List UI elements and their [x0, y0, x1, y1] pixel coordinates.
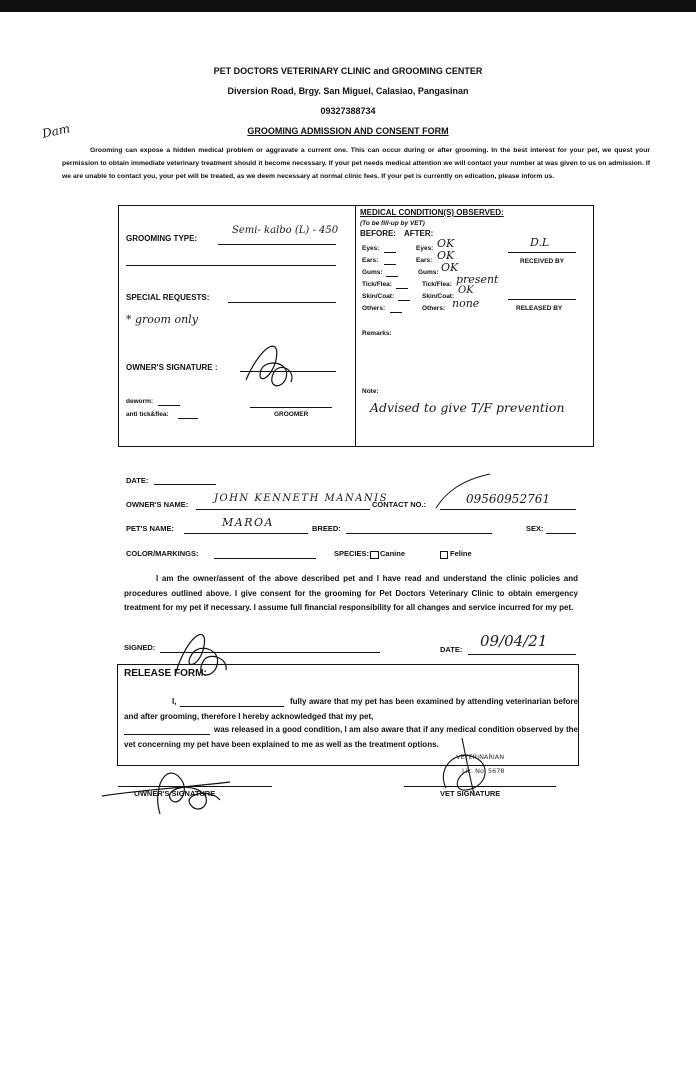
consent-date-value[interactable]: 09/04/21 [480, 632, 548, 650]
row-blank [396, 288, 408, 289]
owner-name-value[interactable]: JOHN KENNETH MANANIS [214, 493, 388, 504]
scan-top-edge [0, 0, 696, 12]
row-after-value[interactable]: none [452, 297, 480, 310]
owner-name-line [196, 509, 370, 510]
row-blank [386, 276, 398, 277]
pet-name-label: PET'S NAME: [126, 524, 175, 533]
special-requests-label: SPECIAL REQUESTS: [126, 293, 210, 302]
color-line [214, 558, 316, 559]
note-label: Note: [362, 388, 379, 395]
anti-tick-label: anti tick&flea: [126, 411, 169, 418]
color-label: COLOR/MARKINGS: [126, 549, 199, 558]
medical-subtitle: (To be fill-up by VET) [360, 220, 425, 227]
received-by-label: RECEIVED BY [520, 258, 565, 265]
release-text-2: was released in a good condition, I am also aware that if any medical condition observed by the vet concerning my pet have been explained to me as well as the treatment options. [124, 725, 578, 749]
contact-stroke [432, 472, 492, 512]
consent-date-line [468, 654, 576, 655]
stamp-line-1: VETERINARIAN [456, 753, 505, 761]
released-by-label: RELEASED BY [516, 305, 563, 312]
row-blank [384, 264, 396, 265]
intro-paragraph: Grooming can expose a hidden medical problem or aggravate a current one. This can occur during or after grooming. In the best interest for your pet, we quest your permission to obtain immediate veterinary treatment should it become necessary. If your pet needs medical attention we will contact your number at was given to us on admission. If we are unable to contact you, your pet will be treated, as we deem necessary at normal clinic fees. If your pet is currently on edication, please inform us. [62, 147, 650, 180]
medical-title: MEDICAL CONDITION(S) OBSERVED: [360, 208, 504, 217]
row-label: Gums: [362, 269, 383, 276]
row-after-label: Gums: [418, 269, 439, 276]
box-divider [355, 205, 356, 446]
row-after-label: Tick/Flea: [422, 281, 452, 288]
owner-release-signature-mark [100, 738, 240, 818]
owner-release-signature-label: OWNER'S SIGNATURE [134, 789, 216, 798]
margin-note: Dam [40, 121, 72, 141]
special-requests-value[interactable]: * groom only [126, 313, 198, 326]
before-label: BEFORE: [360, 229, 396, 238]
row-after-label: Eyes: [416, 245, 434, 252]
row-label: Eyes: [362, 245, 380, 252]
row-label: Ears: [362, 257, 379, 264]
clinic-address: Diversion Road, Brgy. San Miguel, Calasiao, Pangasinan [227, 86, 469, 96]
groomer-line [250, 407, 332, 408]
release-text-1: fully aware that my pet has been examined by attending veterinarian before and after grooming, therefore I hereby acknowledged that my pet, [124, 697, 578, 721]
row-label: Tick/Flea: [362, 281, 392, 288]
row-blank [390, 312, 402, 313]
sex-line [546, 533, 576, 534]
release-i: I, [172, 697, 177, 706]
species-canine-checkbox[interactable] [370, 551, 379, 559]
grooming-type-label: GROOMING TYPE: [126, 234, 198, 243]
species-label: SPECIES: [334, 549, 370, 558]
row-after-value[interactable]: present [456, 273, 499, 286]
note-value[interactable]: Advised to give T/F prevention [370, 400, 565, 415]
signed-label: SIGNED: [124, 643, 156, 652]
row-after-value[interactable]: OK [437, 249, 455, 262]
groomer-label: GROOMER [274, 411, 309, 418]
special-requests-line [228, 302, 336, 303]
deworm-label: deworm: [126, 398, 154, 405]
stamp-line-2: Lic. No. 5678 [462, 767, 505, 775]
species-feline-label: Feline [450, 549, 472, 558]
received-line [508, 252, 576, 253]
breed-label: BREED: [312, 524, 341, 533]
pet-name-line [184, 533, 308, 534]
sex-label: SEX: [526, 524, 544, 533]
consent-paragraph: I am the owner/assent of the above described pet and I have read and understand the clinic policies and procedures outlined above. I give consent for the grooming for Pet Doctors Veterinary Clinic to obtain emergency treatment for my pet if necessary. I assume full financial responsibility for all changes and service incurred for my pet. [124, 574, 578, 612]
vet-signature-label: VET SIGNATURE [440, 789, 501, 798]
row-after-value[interactable]: OK [441, 261, 459, 274]
row-label: Others: [362, 305, 386, 312]
anti-tick-line [178, 418, 198, 419]
after-label: AFTER: [404, 229, 434, 238]
date-label: DATE: [126, 476, 149, 485]
released-line [508, 299, 576, 300]
pet-name-value[interactable]: MAROA [222, 516, 274, 529]
grooming-type-value[interactable]: Semi- kalbo (L) - 450 [232, 225, 339, 236]
owner-signature-label: OWNER'S SIGNATURE : [126, 363, 218, 372]
vet-signature-mark [426, 728, 506, 798]
row-after-value[interactable]: OK [458, 285, 474, 296]
grooming-type-line-2 [126, 265, 336, 266]
species-canine-label: Canine [380, 549, 406, 558]
species-feline-checkbox[interactable] [440, 551, 448, 559]
release-title: RELEASE FORM: [124, 668, 207, 679]
row-after-label: Ears: [416, 257, 433, 264]
vet-signature-line [404, 786, 556, 787]
owner-signature-mark [236, 340, 306, 395]
consent-date-label: DATE: [440, 645, 463, 654]
grooming-type-line [218, 244, 336, 245]
row-after-label: Others: [422, 305, 446, 312]
deworm-line [158, 405, 180, 406]
clinic-phone: 09327388734 [320, 106, 376, 116]
remarks-label: Remarks: [362, 330, 392, 337]
row-blank [398, 300, 410, 301]
row-blank [384, 252, 396, 253]
clinic-name: PET DOCTORS VETERINARY CLINIC and GROOMING CENTER [213, 66, 483, 76]
received-initials[interactable]: D.L [530, 236, 550, 249]
breed-line [346, 533, 492, 534]
date-line [154, 484, 216, 485]
row-label: Skin/Coat: [362, 293, 395, 300]
contact-label: CONTACT NO.: [372, 500, 427, 509]
row-after-value[interactable]: OK [437, 237, 455, 250]
form-title: GROOMING ADMISSION AND CONSENT FORM [247, 126, 449, 136]
row-after-label: Skin/Coat: [422, 293, 455, 300]
contact-value[interactable]: 09560952761 [466, 492, 550, 506]
owner-name-label: OWNER'S NAME: [126, 500, 189, 509]
